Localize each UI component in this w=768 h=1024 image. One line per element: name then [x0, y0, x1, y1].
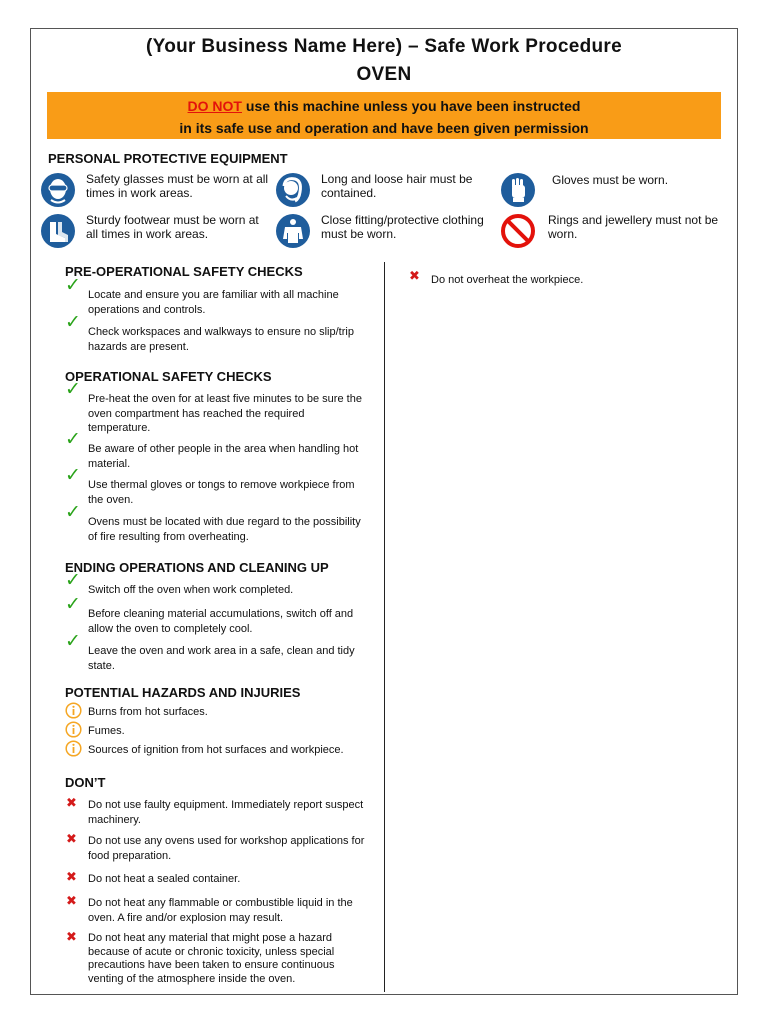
list-item-text: Ovens must be located with due regard to the possibility of fire resulting from overheating.	[88, 516, 361, 543]
ppe-item-glasses	[40, 172, 271, 208]
ppe-item-clothing	[275, 213, 506, 249]
page-title: (Your Business Name Here) – Safe Work Procedure	[146, 36, 622, 57]
list-item	[65, 429, 365, 471]
warning-banner	[47, 92, 721, 139]
list-item-text: Leave the oven and work area in a safe, clean and tidy state.	[88, 645, 355, 672]
list-item-text: Do not use faulty equipment. Immediately report suspect machinery.	[88, 799, 364, 826]
list-item	[65, 570, 365, 598]
operational-heading: OPERATIONAL SAFETY CHECKS	[65, 369, 272, 384]
list-item	[65, 379, 365, 436]
gloves-icon	[500, 172, 536, 208]
list-item	[65, 869, 365, 887]
info-icon	[65, 740, 82, 757]
ending-heading: ENDING OPERATIONS AND CLEANING UP	[65, 560, 329, 575]
ppe-heading: PERSONAL PROTECTIVE EQUIPMENT	[48, 151, 288, 166]
check-icon: ✓	[65, 275, 81, 296]
column-divider	[384, 262, 385, 992]
ppe-item-jewellery	[500, 213, 733, 249]
page-subtitle: OVEN	[356, 64, 412, 85]
list-item-text: Before cleaning material accumulations, switch off and allow the oven to completely cool.	[88, 608, 354, 635]
ppe-text-hair: Long and loose hair must be contained.	[321, 172, 473, 200]
list-item-text: Do not heat any material that might pose a hazard because of acute or chronic toxicity, unless special precautions have been taken to ensure continuous venting of the atmosphere inside the oven.	[88, 932, 335, 985]
pre-operational-heading: PRE-OPERATIONAL SAFETY CHECKS	[65, 264, 303, 279]
list-item	[65, 275, 365, 317]
list-item-text: Sources of ignition from hot surfaces and workpiece.	[88, 744, 344, 756]
ppe-text-glasses: Safety glasses must be worn at all times in work areas.	[86, 172, 269, 200]
list-item-text: Fumes.	[88, 725, 125, 737]
list-item-text: Do not overheat the workpiece.	[431, 274, 584, 286]
list-item-text: Pre-heat the oven for at least five minutes to be sure the oven compartment has reached the required temperature.	[88, 393, 362, 434]
banner-line1: use this machine unless you have been instructed	[242, 98, 581, 114]
cross-icon: ✖	[409, 268, 420, 283]
list-item	[65, 721, 365, 739]
list-item	[65, 465, 365, 507]
long-hair-icon	[275, 172, 311, 208]
cross-icon: ✖	[66, 795, 77, 810]
banner-line2: in its safe use and operation and have been given permission	[179, 120, 589, 136]
info-icon	[65, 721, 82, 738]
check-icon: ✓	[65, 631, 81, 652]
ppe-text-clothing: Close fitting/protective clothing must be worn.	[321, 213, 484, 241]
list-item	[65, 594, 365, 636]
ppe-text-jewellery: Rings and jewellery must not be worn.	[548, 213, 719, 241]
list-item	[65, 702, 365, 720]
dont-heading: DON’T	[65, 775, 106, 790]
check-icon: ✓	[65, 312, 81, 333]
list-item-text: Switch off the oven when work completed.	[88, 584, 294, 596]
info-icon	[65, 702, 82, 719]
list-item-text: Burns from hot surfaces.	[88, 706, 208, 718]
cross-icon: ✖	[66, 869, 77, 884]
check-icon: ✓	[65, 570, 81, 591]
ppe-text-footwear: Sturdy footwear must be worn at all times in work areas.	[86, 213, 259, 241]
list-item	[65, 502, 365, 544]
check-icon: ✓	[65, 502, 81, 523]
list-item	[65, 312, 365, 354]
list-item-text: Check workspaces and walkways to ensure no slip/trip hazards are present.	[88, 326, 354, 353]
list-item	[65, 740, 365, 758]
list-item-text: Locate and ensure you are familiar with all machine operations and controls.	[88, 289, 339, 316]
list-item	[65, 831, 365, 863]
list-item	[65, 631, 365, 673]
ppe-text-gloves: Gloves must be worn.	[552, 173, 669, 187]
cross-icon: ✖	[66, 929, 77, 944]
no-jewellery-icon	[500, 213, 536, 249]
list-item-text: Use thermal gloves or tongs to remove workpiece from the oven.	[88, 479, 355, 506]
do-not-text: DO NOT	[187, 98, 242, 114]
cross-icon: ✖	[66, 831, 77, 846]
check-icon: ✓	[65, 465, 81, 486]
safety-glasses-icon	[40, 172, 76, 208]
list-item-text: Do not use any ovens used for workshop applications for food preparation.	[88, 835, 365, 862]
ppe-item-hair	[275, 172, 506, 208]
list-item-text: Do not heat a sealed container.	[88, 873, 241, 885]
list-item	[65, 893, 365, 925]
hazards-heading: POTENTIAL HAZARDS AND INJURIES	[65, 685, 301, 700]
protective-clothing-icon	[275, 213, 311, 249]
list-item	[408, 268, 708, 288]
list-item	[65, 795, 365, 827]
check-icon: ✓	[65, 594, 81, 615]
ppe-item-gloves	[500, 172, 737, 208]
safety-boots-icon	[40, 213, 76, 249]
list-item	[65, 929, 365, 986]
check-icon: ✓	[65, 429, 81, 450]
list-item-text: Be aware of other people in the area when handling hot material.	[88, 443, 359, 470]
ppe-item-footwear	[40, 213, 271, 249]
check-icon: ✓	[65, 379, 81, 400]
cross-icon: ✖	[66, 893, 77, 908]
list-item-text: Do not heat any flammable or combustible liquid in the oven. A fire and/or explosion may result.	[88, 897, 353, 924]
